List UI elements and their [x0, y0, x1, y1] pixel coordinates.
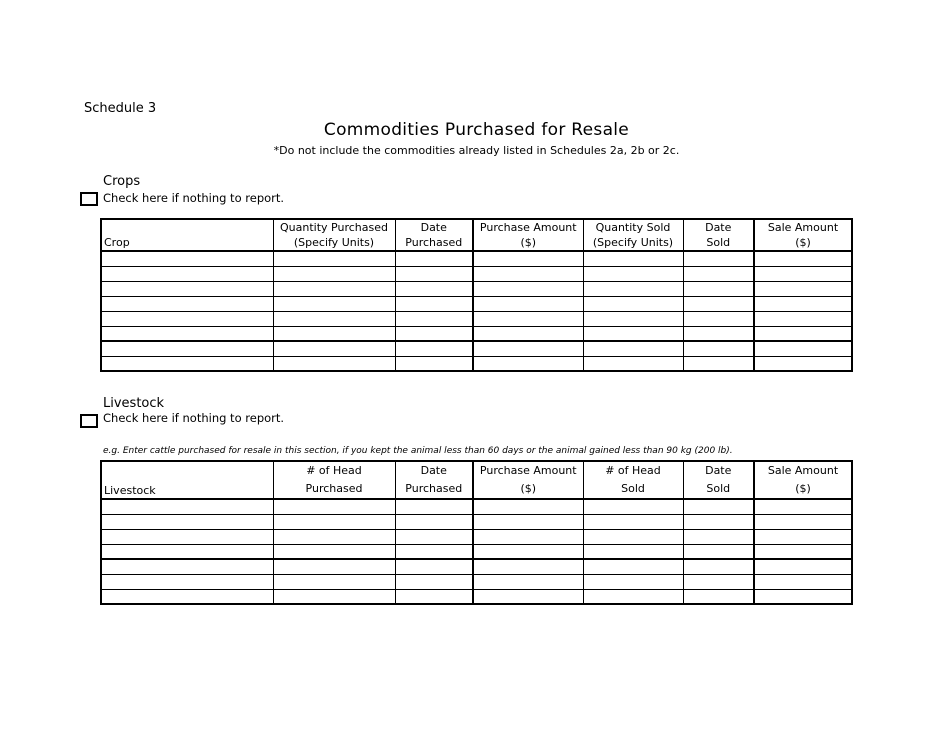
crops-entry-cell[interactable] — [583, 341, 683, 356]
crops-entry-cell[interactable] — [583, 326, 683, 341]
crops-entry-cell[interactable] — [101, 356, 273, 371]
livestock-entry-cell[interactable] — [273, 589, 395, 604]
crops-entry-cell[interactable] — [101, 296, 273, 311]
crops-table-row — [101, 281, 852, 296]
crops-entry-cell[interactable] — [473, 266, 583, 281]
livestock-entry-cell[interactable] — [583, 589, 683, 604]
crops-entry-cell[interactable] — [583, 251, 683, 266]
crops-section-title: Crops — [103, 174, 141, 189]
livestock-col-head-sold-header: # of Head Sold — [583, 461, 683, 499]
crops-entry-cell[interactable] — [683, 266, 754, 281]
livestock-entry-cell[interactable] — [473, 574, 583, 589]
crops-entry-cell[interactable] — [395, 296, 473, 311]
crops-entry-cell[interactable] — [273, 266, 395, 281]
crops-entry-cell[interactable] — [101, 326, 273, 341]
livestock-table-row — [101, 544, 852, 559]
crops-entry-cell[interactable] — [683, 296, 754, 311]
crops-entry-cell[interactable] — [273, 356, 395, 371]
livestock-nothing-to-report-label: Check here if nothing to report. — [103, 411, 285, 425]
crops-entry-cell[interactable] — [583, 266, 683, 281]
crops-entry-cell[interactable] — [754, 296, 852, 311]
crops-entry-cell[interactable] — [754, 326, 852, 341]
livestock-entry-cell[interactable] — [754, 574, 852, 589]
crops-table-body — [101, 251, 852, 371]
crops-entry-cell[interactable] — [395, 356, 473, 371]
crops-entry-cell[interactable] — [473, 311, 583, 326]
livestock-table-row — [101, 499, 852, 514]
livestock-entry-cell[interactable] — [273, 574, 395, 589]
crops-entry-cell[interactable] — [395, 251, 473, 266]
livestock-col-date-sold-header: Date Sold — [683, 461, 754, 499]
livestock-entry-cell[interactable] — [473, 514, 583, 529]
crops-entry-cell[interactable] — [754, 356, 852, 371]
crops-entry-cell[interactable] — [273, 281, 395, 296]
livestock-entry-cell[interactable] — [473, 529, 583, 544]
livestock-entry-cell[interactable] — [395, 544, 473, 559]
crops-entry-cell[interactable] — [473, 356, 583, 371]
crops-entry-cell[interactable] — [683, 356, 754, 371]
livestock-table-row — [101, 589, 852, 604]
crops-entry-cell[interactable] — [101, 311, 273, 326]
form-title: Commodities Purchased for Resale — [323, 120, 630, 140]
crops-entry-cell[interactable] — [754, 251, 852, 266]
crops-entry-cell[interactable] — [473, 341, 583, 356]
crops-entry-cell[interactable] — [473, 326, 583, 341]
crops-entry-cell[interactable] — [273, 251, 395, 266]
crops-entry-cell[interactable] — [273, 311, 395, 326]
crops-entry-cell[interactable] — [395, 311, 473, 326]
livestock-entry-cell[interactable] — [754, 529, 852, 544]
crops-col-crop-header: Crop — [101, 219, 273, 251]
crops-table-row — [101, 296, 852, 311]
livestock-entry-cell[interactable] — [583, 544, 683, 559]
crops-table-row — [101, 356, 852, 371]
crops-entry-cell[interactable] — [101, 281, 273, 296]
crops-table — [100, 218, 853, 372]
crops-entry-cell[interactable] — [754, 266, 852, 281]
crops-entry-cell[interactable] — [683, 281, 754, 296]
crops-table-row — [101, 251, 852, 266]
livestock-table-row — [101, 514, 852, 529]
crops-entry-cell[interactable] — [101, 341, 273, 356]
crops-entry-cell[interactable] — [473, 251, 583, 266]
livestock-entry-cell[interactable] — [683, 514, 754, 529]
crops-col-sale-amount-header: Sale Amount ($) — [754, 219, 852, 251]
livestock-table-body — [101, 499, 852, 604]
livestock-entry-cell[interactable] — [273, 514, 395, 529]
crops-entry-cell[interactable] — [583, 281, 683, 296]
crops-col-qty-purchased-header: Quantity Purchased (Specify Units) — [273, 219, 395, 251]
livestock-entry-cell[interactable] — [683, 499, 754, 514]
livestock-entry-cell[interactable] — [273, 559, 395, 574]
crops-entry-cell[interactable] — [273, 341, 395, 356]
schedule-label: Schedule 3 — [84, 101, 157, 116]
crops-table-row — [101, 326, 852, 341]
crops-entry-cell[interactable] — [583, 356, 683, 371]
livestock-nothing-to-report-checkbox[interactable] — [80, 414, 98, 428]
crops-entry-cell[interactable] — [101, 251, 273, 266]
crops-entry-cell[interactable] — [395, 326, 473, 341]
livestock-entry-cell[interactable] — [395, 559, 473, 574]
livestock-table — [100, 460, 853, 605]
livestock-entry-cell[interactable] — [101, 529, 273, 544]
crops-entry-cell[interactable] — [754, 311, 852, 326]
livestock-entry-cell[interactable] — [754, 589, 852, 604]
crops-entry-cell[interactable] — [583, 296, 683, 311]
crops-entry-cell[interactable] — [683, 326, 754, 341]
livestock-entry-cell[interactable] — [101, 574, 273, 589]
livestock-entry-cell[interactable] — [683, 574, 754, 589]
crops-entry-cell[interactable] — [273, 296, 395, 311]
livestock-entry-cell[interactable] — [473, 499, 583, 514]
livestock-entry-cell[interactable] — [683, 529, 754, 544]
livestock-entry-cell[interactable] — [473, 559, 583, 574]
livestock-entry-cell[interactable] — [395, 574, 473, 589]
livestock-entry-cell[interactable] — [583, 514, 683, 529]
livestock-table-row — [101, 574, 852, 589]
livestock-col-date-purchased-header: Date Purchased — [395, 461, 473, 499]
crops-entry-cell[interactable] — [473, 296, 583, 311]
crops-col-date-purchased-header: Date Purchased — [395, 219, 473, 251]
livestock-entry-cell[interactable] — [101, 514, 273, 529]
livestock-entry-cell[interactable] — [754, 544, 852, 559]
livestock-entry-cell[interactable] — [273, 529, 395, 544]
crops-entry-cell[interactable] — [101, 266, 273, 281]
livestock-entry-cell[interactable] — [754, 499, 852, 514]
livestock-entry-cell[interactable] — [473, 544, 583, 559]
livestock-entry-cell[interactable] — [583, 529, 683, 544]
crops-nothing-to-report-checkbox[interactable] — [80, 192, 98, 206]
crops-entry-cell[interactable] — [395, 281, 473, 296]
crops-entry-cell[interactable] — [754, 341, 852, 356]
livestock-table-row — [101, 559, 852, 574]
livestock-entry-cell[interactable] — [683, 544, 754, 559]
crops-entry-cell[interactable] — [583, 311, 683, 326]
crops-entry-cell[interactable] — [395, 266, 473, 281]
livestock-entry-cell[interactable] — [473, 589, 583, 604]
livestock-entry-cell[interactable] — [101, 589, 273, 604]
livestock-entry-cell[interactable] — [583, 574, 683, 589]
crops-entry-cell[interactable] — [473, 281, 583, 296]
crops-table-row — [101, 341, 852, 356]
crops-col-qty-sold-header: Quantity Sold (Specify Units) — [583, 219, 683, 251]
crops-entry-cell[interactable] — [273, 326, 395, 341]
livestock-entry-cell[interactable] — [395, 589, 473, 604]
crops-entry-cell[interactable] — [683, 251, 754, 266]
livestock-col-purchase-amount-header: Purchase Amount ($) — [473, 461, 583, 499]
livestock-entry-cell[interactable] — [683, 589, 754, 604]
livestock-entry-cell[interactable] — [683, 559, 754, 574]
crops-table-row — [101, 266, 852, 281]
livestock-entry-cell[interactable] — [754, 514, 852, 529]
livestock-example-note: e.g. Enter cattle purchased for resale in this section, if you kept the animal less than 60 days or the animal gained less than 90 kg (200 lb). — [103, 446, 733, 456]
crops-entry-cell[interactable] — [395, 341, 473, 356]
livestock-col-sale-amount-header: Sale Amount ($) — [754, 461, 852, 499]
livestock-col-livestock-header: Livestock — [101, 461, 273, 499]
livestock-entry-cell[interactable] — [101, 544, 273, 559]
livestock-col-head-purchased-header: # of Head Purchased — [273, 461, 395, 499]
crops-header-row — [101, 219, 852, 251]
crops-col-date-sold-header: Date Sold — [683, 219, 754, 251]
crops-entry-cell[interactable] — [683, 311, 754, 326]
livestock-entry-cell[interactable] — [273, 499, 395, 514]
crops-entry-cell[interactable] — [754, 281, 852, 296]
livestock-entry-cell[interactable] — [395, 529, 473, 544]
livestock-section-title: Livestock — [103, 396, 165, 411]
crops-col-purchase-amount-header: Purchase Amount ($) — [473, 219, 583, 251]
livestock-entry-cell[interactable] — [101, 559, 273, 574]
crops-entry-cell[interactable] — [683, 341, 754, 356]
form-note: *Do not include the commodities already listed in Schedules 2a, 2b or 2c. — [273, 144, 680, 157]
livestock-entry-cell[interactable] — [583, 559, 683, 574]
livestock-entry-cell[interactable] — [395, 499, 473, 514]
livestock-entry-cell[interactable] — [273, 544, 395, 559]
crops-table-row — [101, 311, 852, 326]
livestock-table-row — [101, 529, 852, 544]
crops-nothing-to-report-label: Check here if nothing to report. — [103, 191, 285, 205]
livestock-entry-cell[interactable] — [754, 559, 852, 574]
livestock-entry-cell[interactable] — [395, 514, 473, 529]
livestock-header-row — [101, 461, 852, 499]
livestock-entry-cell[interactable] — [101, 499, 273, 514]
livestock-entry-cell[interactable] — [583, 499, 683, 514]
